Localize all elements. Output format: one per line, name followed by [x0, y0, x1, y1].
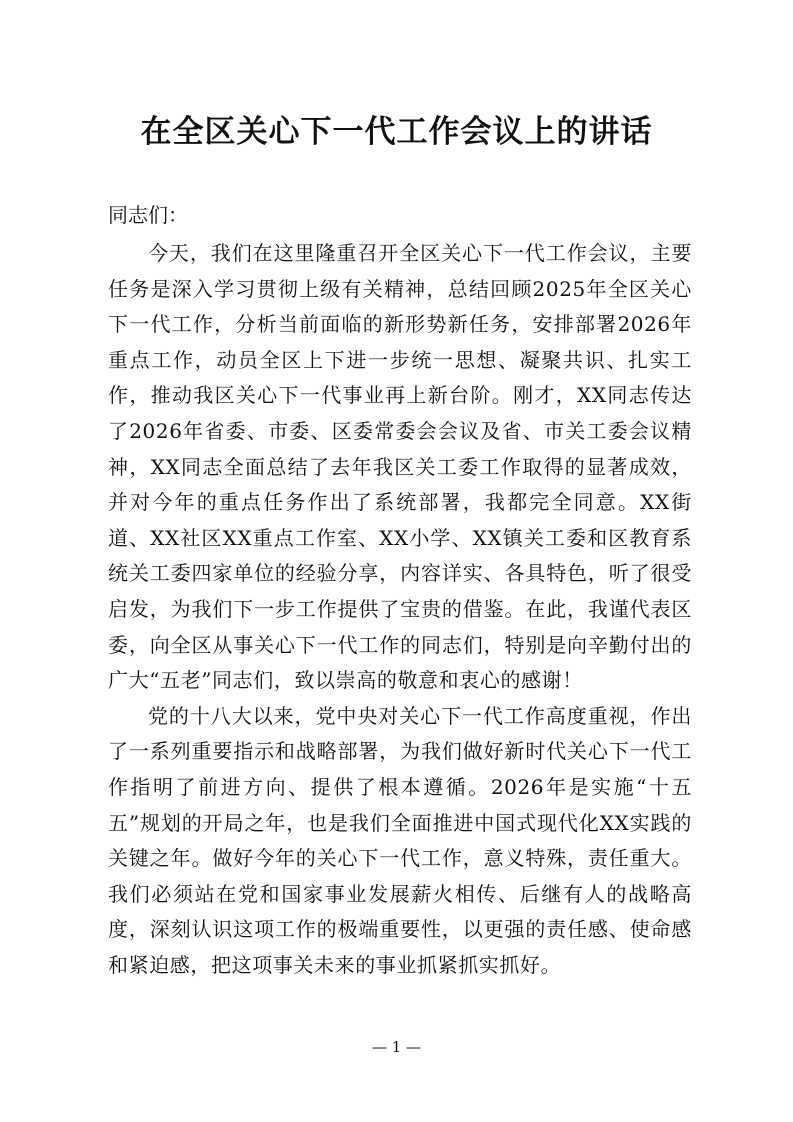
salutation: 同志们：	[108, 203, 188, 227]
page-number: — 1 —	[371, 1038, 422, 1056]
paragraph: 党的十八大以来，党中央对关心下一代工作高度重视，作出了一系列重要指示和战略部署，为我们做好新时代关心下一代工作指明了前进方向、提供了根本遵循。2026年是实施“十五五”规划的开局之年，也是我们全面推进中国式现代化XX实践的关键之年。做好今年的关心下一代工作，意义特殊，责任重大。我们必须站在党和国家事业发展薪火相传、后继有人的战略高度，深刻认识这项工作的极端重要性，以更强的责任感、使命感和紧迫感，把这项事关未来的事业抓紧抓实抓好。	[108, 703, 692, 977]
document-title: 在全区关心下一代工作会议上的讲话	[140, 114, 653, 150]
document-body	[108, 236, 692, 983]
paragraph: 今天，我们在这里隆重召开全区关心下一代工作会议，主要任务是深入学习贯彻上级有关精神，总结回顾2025年全区关心下一代工作，分析当前面临的新形势新任务，安排部署2026年重点工作，动员全区上下进一步统一思想、凝聚共识、扎实工作，推动我区关心下一代事业再上新台阶。刚才，XX同志传达了2026年省委、市委、区委常委会会议及省、市关工委会议精神，XX同志全面总结了去年我区关工委工作取得的显著成效，并对今年的重点任务作出了系统部署，我都完全同意。XX街道、XX社区XX重点工作室、XX小学、XX镇关工委和区教育系统关工委四家单位的经验分享，内容详实、各具特色，听了很受启发，为我们下一步工作提供了宝贵的借鉴。在此，我谨代表区委，向全区从事关心下一代工作的同志们，特别是向辛勤付出的广大“五老”同志们，致以崇高的敬意和衷心的感谢！	[108, 241, 692, 693]
